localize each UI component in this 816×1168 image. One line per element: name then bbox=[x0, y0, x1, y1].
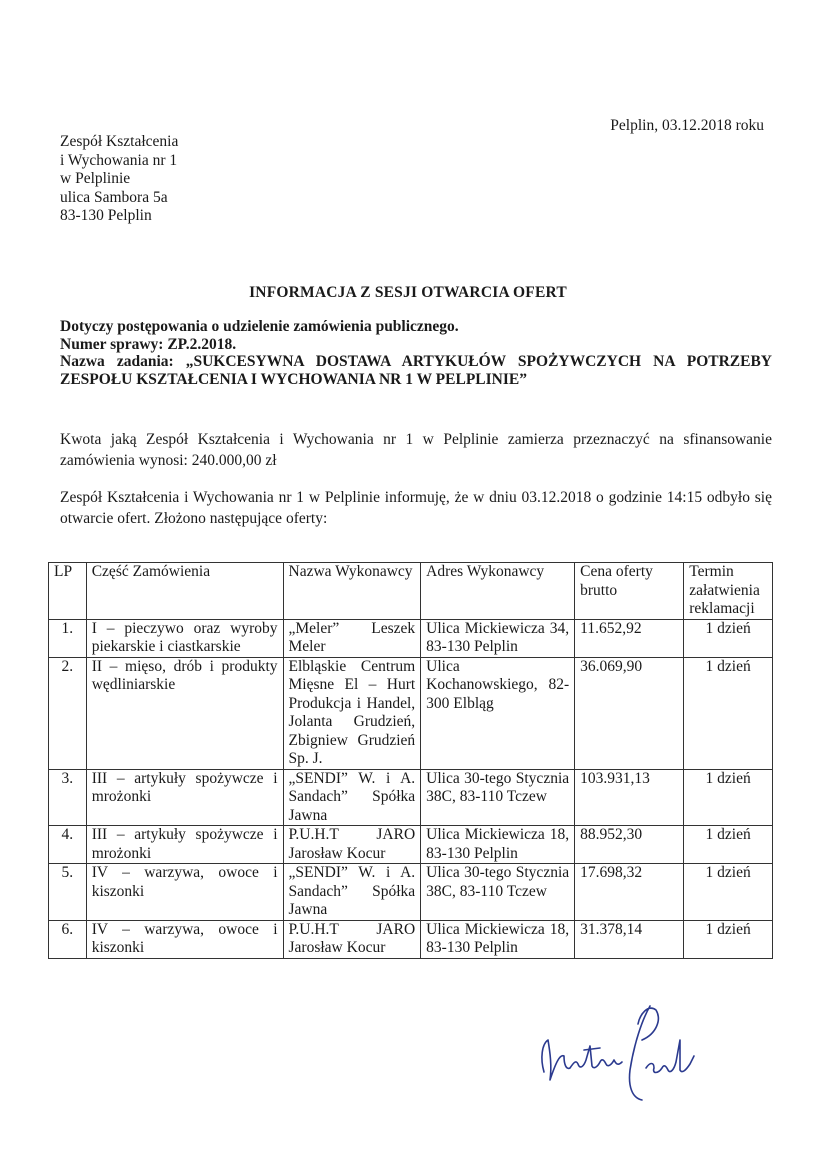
table-row bbox=[49, 769, 773, 826]
cell-term: 1 dzień bbox=[684, 769, 773, 826]
header-lp: LP bbox=[49, 563, 87, 620]
table-row bbox=[49, 826, 773, 864]
document-title: INFORMACJA Z SESJI OTWARCIA OFERT bbox=[249, 284, 567, 301]
case-number: Numer sprawy: ZP.2.2018. bbox=[60, 335, 237, 353]
cell-term: 1 dzień bbox=[684, 619, 773, 657]
cell-lp: 6. bbox=[49, 920, 87, 958]
signature-stroke-last bbox=[646, 1040, 694, 1073]
cell-lp: 1. bbox=[49, 619, 87, 657]
cell-lp: 3. bbox=[49, 769, 87, 826]
cell-address: Ulica Mickiewicza 18, 83-130 Pelplin bbox=[421, 920, 575, 958]
concerns-line: Dotyczy postępowania o udzielenie zamówienia publicznego. bbox=[60, 318, 459, 335]
cell-term: 1 dzień bbox=[684, 657, 773, 769]
cell-lp: 5. bbox=[49, 864, 87, 921]
place-date: Pelplin, 03.12.2018 roku bbox=[610, 117, 764, 134]
cell-price: 17.698,32 bbox=[575, 864, 684, 921]
cell-name: P.U.H.T JARO Jarosław Kocur bbox=[283, 826, 421, 864]
cell-address: Ulica 30-tego Stycznia 38C, 83-110 Tczew bbox=[421, 769, 575, 826]
header-term: Termin załatwienia reklamacji bbox=[684, 563, 773, 620]
cell-part: IV – warzywa, owoce i kiszonki bbox=[86, 864, 283, 921]
signature-strokes bbox=[542, 1006, 694, 1100]
table-header-row bbox=[49, 563, 773, 620]
procedure-info bbox=[60, 318, 772, 388]
cell-lp: 4. bbox=[49, 826, 87, 864]
cell-term: 1 dzień bbox=[684, 864, 773, 921]
sender-line: 83-130 Pelplin bbox=[60, 207, 152, 224]
header-price: Cena oferty brutto bbox=[575, 563, 684, 620]
sender-line: Zespół Kształcenia bbox=[60, 133, 179, 150]
sender-line: ulica Sambora 5a bbox=[60, 188, 168, 206]
header-name: Nazwa Wykonawcy bbox=[283, 563, 421, 620]
cell-name: P.U.H.T JARO Jarosław Kocur bbox=[283, 920, 421, 958]
cell-lp: 2. bbox=[49, 657, 87, 769]
cell-term: 1 dzień bbox=[684, 826, 773, 864]
sender-line: w Pelplinie bbox=[60, 170, 131, 187]
cell-address: Ulica Mickiewicza 34, 83-130 Pelplin bbox=[421, 619, 575, 657]
handwritten-signature bbox=[530, 1000, 720, 1110]
sender-address bbox=[60, 133, 178, 226]
cell-term: 1 dzień bbox=[684, 920, 773, 958]
cell-part: IV – warzywa, owoce i kiszonki bbox=[86, 920, 283, 958]
table-row bbox=[49, 864, 773, 921]
cell-name: „SENDI” W. i A. Sandach” Spółka Jawna bbox=[283, 769, 421, 826]
cell-price: 88.952,30 bbox=[575, 826, 684, 864]
amount-paragraph: Kwota jaką Zespół Kształcenia i Wychowania nr 1 w Pelplinie zamierza przeznaczyć na sfinansowanie zamówienia wynosi: 240.000,00 zł bbox=[60, 431, 772, 469]
table-row bbox=[49, 920, 773, 958]
cell-price: 11.652,92 bbox=[575, 619, 684, 657]
cell-address: Ulica Mickiewicza 18, 83-130 Pelplin bbox=[421, 826, 575, 864]
cell-price: 31.378,14 bbox=[575, 920, 684, 958]
cell-address: Ulica 30-tego Stycznia 38C, 83-110 Tczew bbox=[421, 864, 575, 921]
signature-stroke-cross bbox=[584, 1048, 600, 1050]
cell-part: III – artykuły spożywcze i mrożonki bbox=[86, 769, 283, 826]
cell-name: „Meler” Leszek Meler bbox=[283, 619, 421, 657]
cell-price: 103.931,13 bbox=[575, 769, 684, 826]
cell-part: II – mięso, drób i produkty wędliniarskie bbox=[86, 657, 283, 769]
task-name: Nazwa zadania: „SUKCESYWNA DOSTAWA ARTYKUŁÓW SPOŻYWCZYCH NA POTRZEBY ZESPOŁU KSZTAŁCENIA I WYCHOWANIA NR 1 W PELPLINIE” bbox=[60, 353, 772, 388]
table-row bbox=[49, 657, 773, 769]
cell-price: 36.069,90 bbox=[575, 657, 684, 769]
signature-stroke-first bbox=[542, 1040, 622, 1080]
offers-table bbox=[48, 562, 773, 959]
cell-address: Ulica Kochanowskiego, 82-300 Elbląg bbox=[421, 657, 575, 769]
opening-paragraph: Zespół Kształcenia i Wychowania nr 1 w Pelplinie informuję, że w dniu 03.12.2018 o godzinie 14:15 odbyło się otwarcie ofert. Złożono następujące oferty: bbox=[60, 489, 772, 527]
sender-line: i Wychowania nr 1 bbox=[60, 151, 178, 169]
cell-name: Elbląskie Centrum Mięsne El – Hurt Produkcja i Handel, Jolanta Grudzień, Zbigniew Grudzień Sp. J. bbox=[283, 657, 421, 769]
signature-stroke-initial bbox=[630, 1006, 659, 1100]
header-part: Część Zamówienia bbox=[86, 563, 283, 620]
header-address: Adres Wykonawcy bbox=[421, 563, 575, 620]
cell-part: III – artykuły spożywcze i mrożonki bbox=[86, 826, 283, 864]
table-row bbox=[49, 619, 773, 657]
cell-part: I – pieczywo oraz wyroby piekarskie i ciastkarskie bbox=[86, 619, 283, 657]
cell-name: „SENDI” W. i A. Sandach” Spółka Jawna bbox=[283, 864, 421, 921]
